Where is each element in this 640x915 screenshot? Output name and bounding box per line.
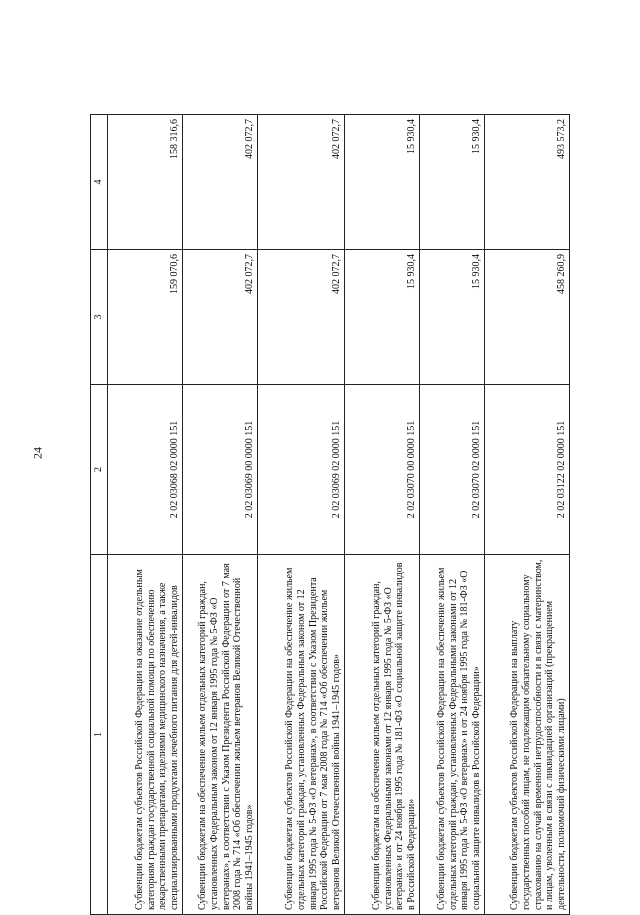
table-row: [108, 115, 183, 915]
table-row: [183, 115, 258, 915]
row-description: Субвенции бюджетам субъектов Российской Федерации на обеспечение жильем отдельных категорий граждан, установленных Федеральным законом от 12 января 1995 года № 5-ФЗ «О ветеранах», в соответствии с Указом Президента Российской Федерации от 7 мая 2008 года № 714 «Об обеспечении жильем ветеранов Великой Отечественной войны 1941–1945 годов»: [258, 555, 345, 915]
row-value-col4: 402 072,7: [183, 115, 258, 250]
row-value-col4: 15 930,4: [420, 115, 485, 250]
budget-table-container: [90, 115, 568, 915]
row-description: Субвенции бюджетам на обеспечение жильем отдельных категорий граждан, установленных Федеральным законом от 12 января 1995 года № 5-ФЗ «О ветеранах», в соответствии с Указом Президента Российской Федерации от 7 мая 2008 года № 714 «Об обеспечении жильем ветеранов Великой Отечественной войны 1941–1945 годов»: [183, 555, 258, 915]
column-header-4: 4: [91, 115, 108, 250]
column-header-2: 2: [91, 385, 108, 555]
row-value-col3: 15 930,4: [420, 250, 485, 385]
row-description: Субвенции бюджетам на обеспечение жильем отдельных категорий граждан, установленных Федеральными законами от 12 января 1995 года № 5-ФЗ «О ветеранах» и от 24 ноября 1995 года № 181-ФЗ «О социальной защите инвалидов в Российской Федерации»: [345, 555, 420, 915]
page-number: 24: [30, 447, 45, 459]
row-value-col4: 158 316,6: [108, 115, 183, 250]
row-value-col3: 159 070,6: [108, 250, 183, 385]
row-value-col3: 402 072,7: [183, 250, 258, 385]
column-header-3: 3: [91, 250, 108, 385]
row-code: 2 02 03069 00 0000 151: [183, 385, 258, 555]
row-value-col4: 15 930,4: [345, 115, 420, 250]
table-row: [485, 115, 570, 915]
table-row: [345, 115, 420, 915]
row-value-col3: 458 260,9: [485, 250, 570, 385]
column-header-1: 1: [91, 555, 108, 915]
table-row: [258, 115, 345, 915]
table-header-row: [91, 115, 108, 915]
row-description: Субвенции бюджетам субъектов Российской Федерации на выплату государственных пособий лицам, не подлежащим обязательному социальному страхованию на случай временной нетрудоспособности и в связи с материнством, и лицам, уволенным в связи с ликвидацией организаций (прекращением деятельности, полномочий физическими лицами): [485, 555, 570, 915]
row-code: 2 02 03070 00 0000 151: [345, 385, 420, 555]
budget-table: [90, 114, 570, 915]
row-description: Субвенции бюджетам субъектов Российской Федерации на оказание отдельным категориям граждан государственной социальной помощи по обеспечению лекарственными препаратами, изделиями медицинского назначения, а также специализированными продуктами лечебного питания для детей-инвалидов: [108, 555, 183, 915]
row-code: 2 02 03122 02 0000 151: [485, 385, 570, 555]
row-code: 2 02 03070 02 0000 151: [420, 385, 485, 555]
row-code: 2 02 03068 02 0000 151: [108, 385, 183, 555]
row-value-col4: 402 072,7: [258, 115, 345, 250]
row-value-col4: 493 573,2: [485, 115, 570, 250]
row-description: Субвенции бюджетам субъектов Российской Федерации на обеспечение жильем отдельных категорий граждан, установленных Федеральными законами от 12 января 1995 года № 5-ФЗ «О ветеранах» и от 24 ноября 1995 года № 181-ФЗ «О социальной защите инвалидов в Российской Федерации»: [420, 555, 485, 915]
row-value-col3: 402 072,7: [258, 250, 345, 385]
row-value-col3: 15 930,4: [345, 250, 420, 385]
table-row: [420, 115, 485, 915]
row-code: 2 02 03069 02 0000 151: [258, 385, 345, 555]
